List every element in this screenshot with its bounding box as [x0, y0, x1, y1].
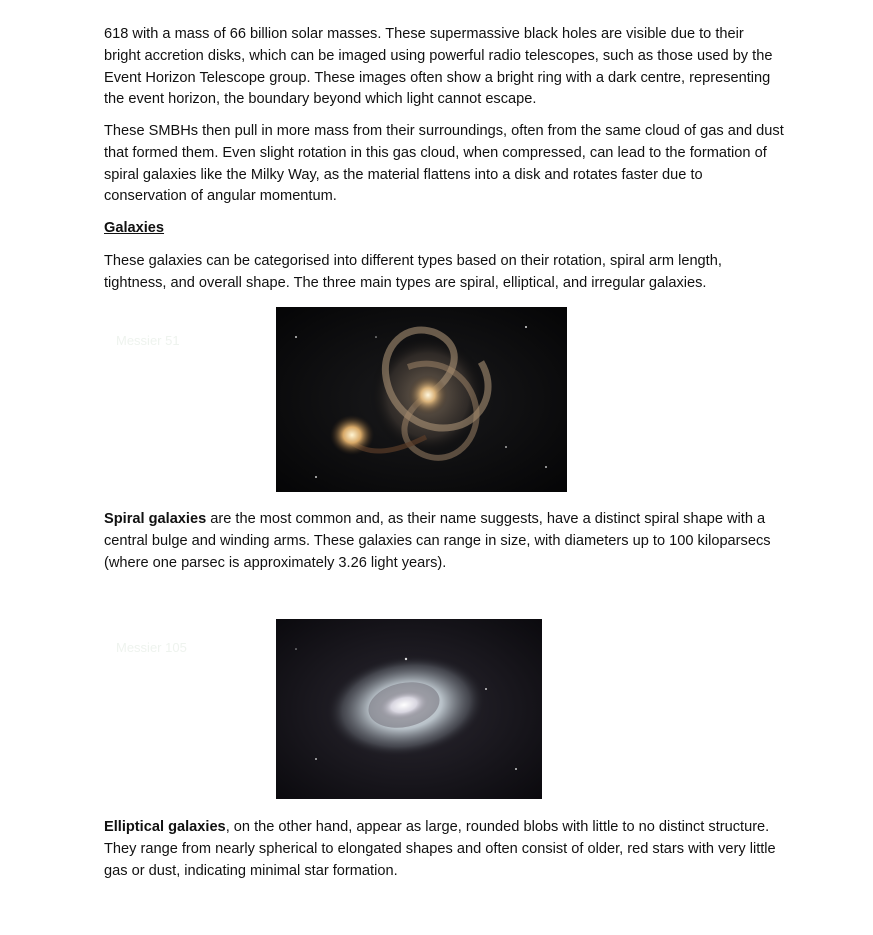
paragraph-spiral-galaxies: [104, 509, 784, 574]
faint-image-label-2: Messier 105: [116, 640, 187, 655]
spiral-galaxies-description: are the most common and, as their name suggests, have a distinct spiral shape with a central bulge and winding arms. These galaxies can range in size, with diameters up to 100 kiloparsecs (where one parsec is approximately 3.26 light years).: [104, 511, 771, 571]
paragraph-black-holes: 618 with a mass of 66 billion solar masses. These supermassive black holes are visible due to their bright accretion disks, which can be imaged using powerful radio telescopes, such as those used by the Event Horizon Telescope group. These images often show a bright ring with a dark centre, representing the event horizon, the boundary beyond which light cannot escape.: [104, 26, 773, 108]
paragraph-smbh-growth: These SMBHs then pull in more mass from their surroundings, often from the same cloud of gas and dust that formed them. Even slight rotation in this gas cloud, when compressed, can lead to the formation of spiral galaxies like the Milky Way, as the material flattens into a disk and rotates faster due to conservation of angular momentum.: [104, 123, 784, 205]
heading-galaxies: Galaxies: [104, 220, 165, 236]
spiral-galaxies-term: Spiral galaxies: [104, 511, 207, 527]
spiral-galaxy-image: [276, 307, 567, 492]
elliptical-galaxies-description: , on the other hand, appear as large, rounded blobs with little to no distinct structure. They range from nearly spherical to elongated shapes and often consist of older, red stars with very little gas or dust, indicating minimal star formation.: [104, 819, 776, 879]
faint-image-label-1: Messier 51: [116, 333, 180, 348]
paragraph-galaxy-types: These galaxies can be categorised into different types based on their rotation, spiral arm length, tightness, and overall shape. The three main types are spiral, elliptical, and irregular galaxies.: [104, 253, 722, 291]
elliptical-galaxy-image: [276, 619, 542, 799]
elliptical-galaxies-term: Elliptical galaxies: [104, 819, 226, 835]
paragraph-elliptical-galaxies: [104, 817, 784, 882]
